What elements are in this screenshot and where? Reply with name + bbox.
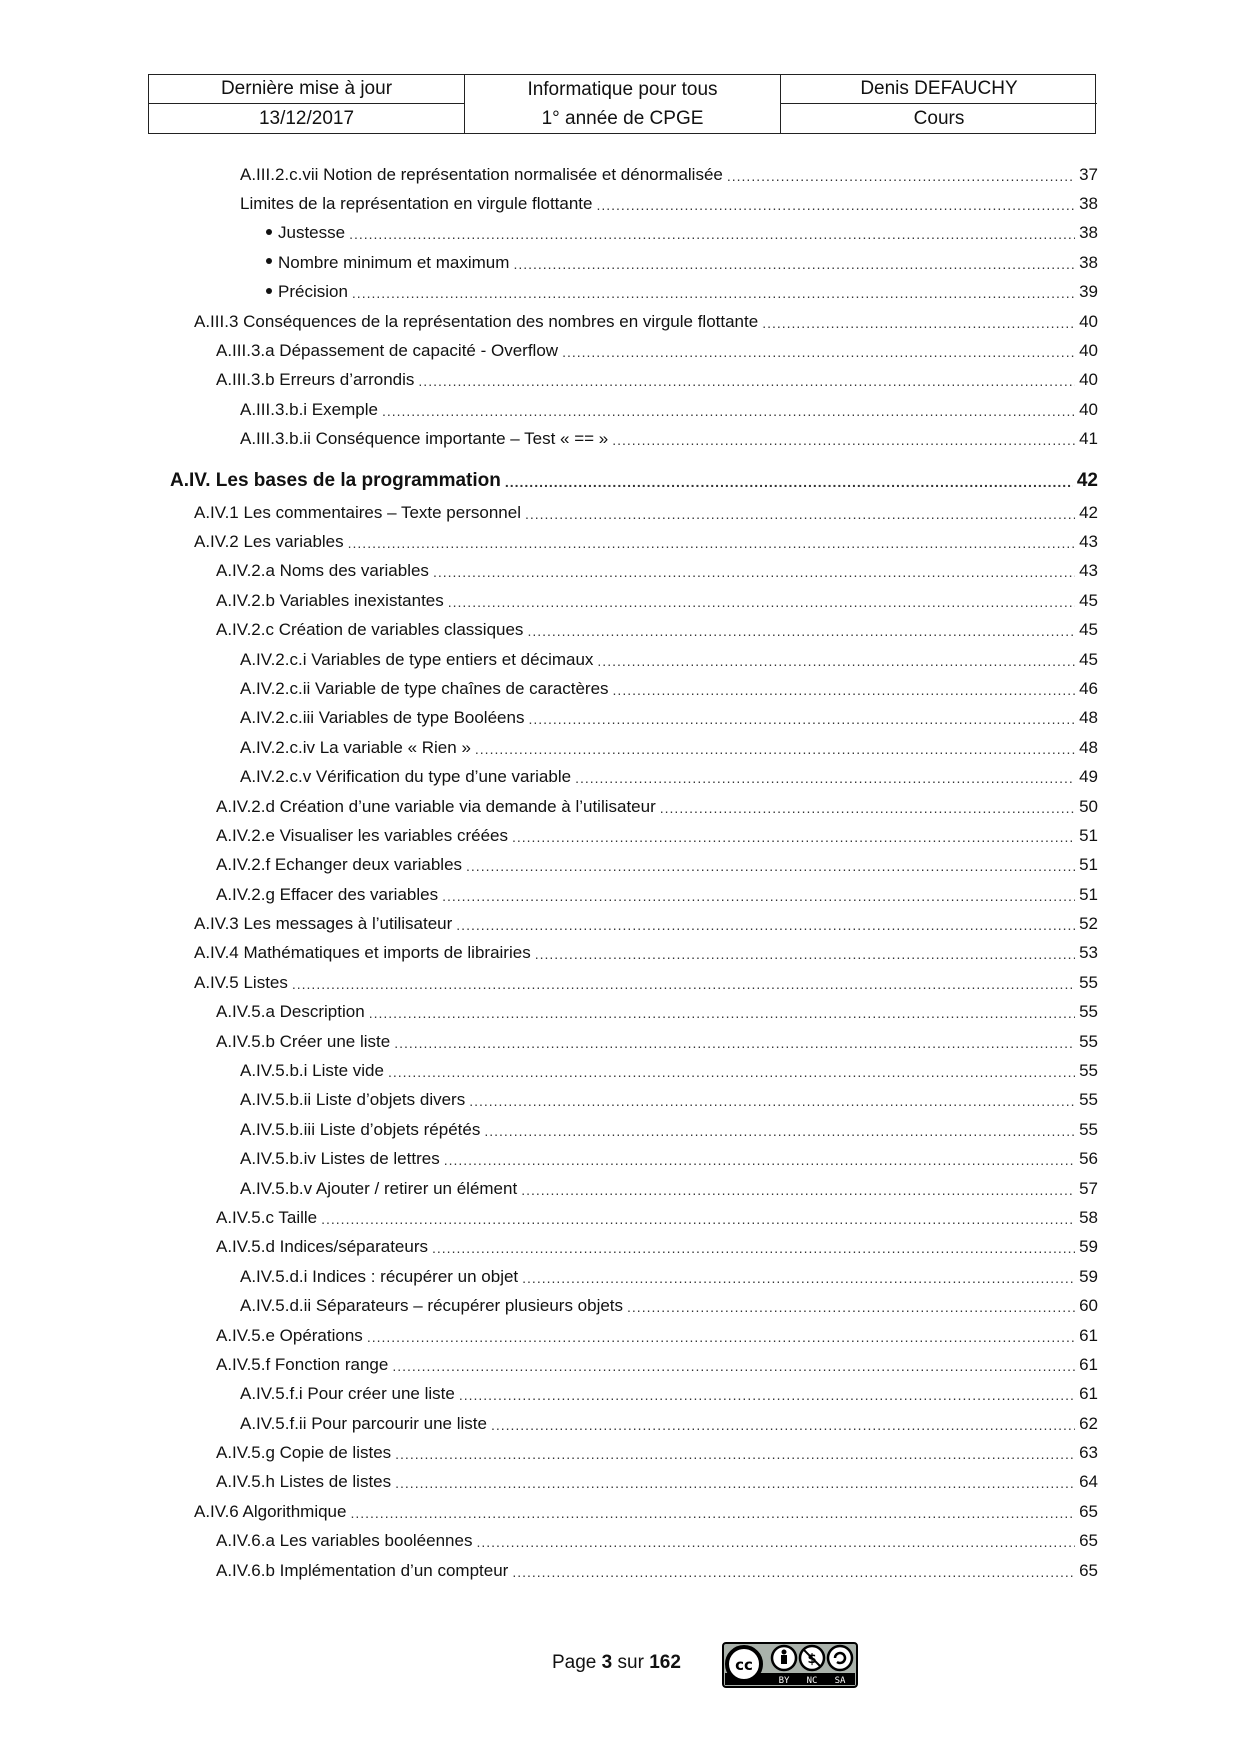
toc-entry-page: 62 [1075, 1414, 1098, 1434]
toc-entry-label [266, 282, 352, 302]
dot-leader [352, 285, 1075, 301]
nc-label: NC [806, 1676, 818, 1686]
dot-leader [350, 1505, 1075, 1521]
toc-entry-label [216, 1443, 395, 1463]
toc-entry-label [240, 429, 612, 449]
toc-entry-page: 64 [1075, 1472, 1098, 1492]
toc-entry-text: A.IV.5.f.i Pour créer une liste [240, 1384, 455, 1404]
toc-entry-page: 45 [1075, 650, 1098, 670]
toc-entry-text: A.IV.1 Les commentaires – Texte personnel [194, 502, 521, 522]
toc-entry-page: 53 [1075, 943, 1098, 963]
toc-entry-text: A.IV.2.c.iv La variable « Rien » [240, 737, 471, 757]
toc-entry[interactable] [170, 674, 1098, 703]
toc-entry-text: A.IV.5.d.ii Séparateurs – récupérer plusieurs objets [240, 1296, 624, 1316]
dot-leader [528, 711, 1075, 727]
toc-entry-text: A.IV.2.c.i Variables de type entiers et décimaux [240, 649, 594, 669]
toc-entry-text: A.III.3.b.i Exemple [240, 399, 378, 419]
toc-entry-label [216, 1002, 369, 1022]
toc-entry-text: A.IV.5.b.iv Listes de lettres [240, 1149, 440, 1169]
toc-entry[interactable] [170, 1115, 1098, 1144]
toc-entry-label [194, 503, 525, 523]
dot-leader [512, 1564, 1075, 1580]
toc-entry-page: 51 [1075, 885, 1098, 905]
toc-entry-text: A.III.3.b Erreurs d’arrondis [216, 370, 415, 390]
toc-entry[interactable] [170, 909, 1098, 938]
toc-entry-label [240, 1384, 459, 1404]
toc-entry-page: 45 [1075, 591, 1098, 611]
toc-entry[interactable] [170, 160, 1098, 189]
toc-entry[interactable] [170, 586, 1098, 615]
toc-entry[interactable] [170, 366, 1098, 395]
document-header [148, 74, 1096, 134]
toc-entry-label [194, 312, 762, 332]
sa-icon [828, 1646, 852, 1670]
toc-entry-label [216, 1326, 367, 1346]
toc-entry-text: A.IV.5.f.ii Pour parcourir une liste [240, 1413, 487, 1433]
dot-leader [762, 315, 1075, 331]
toc-entry-label [216, 620, 527, 640]
toc-entry[interactable] [170, 762, 1098, 791]
dot-leader [392, 1358, 1075, 1374]
toc-entry-label [216, 1237, 432, 1257]
toc-entry-page: 65 [1075, 1502, 1098, 1522]
toc-entry[interactable] [170, 307, 1098, 336]
toc-entry-text: A.IV.2.c.iii Variables de type Booléens [240, 708, 525, 728]
toc-entry[interactable] [170, 1321, 1098, 1350]
toc-entry-label [240, 650, 597, 670]
toc-entry-page: 60 [1075, 1296, 1098, 1316]
dot-leader [321, 1211, 1075, 1227]
toc-entry-text: A.IV.2.c.v Vérification du type d’une variable [240, 767, 572, 787]
page-number-info [552, 1652, 681, 1674]
toc-entry-label [240, 738, 475, 758]
bullet-icon [266, 258, 272, 264]
toc-entry-label [240, 165, 727, 185]
toc-entry[interactable] [170, 1438, 1098, 1467]
dot-leader [442, 888, 1075, 904]
toc-entry-page: 51 [1075, 826, 1098, 846]
dot-leader [527, 623, 1075, 639]
toc-entry-text: A.IV.2.a Noms des variables [216, 561, 429, 581]
page-word: Page [552, 1652, 597, 1673]
toc-entry-label [240, 1267, 522, 1287]
dot-leader [660, 800, 1075, 816]
toc-entry-page: 40 [1075, 400, 1098, 420]
dot-leader [466, 858, 1075, 874]
toc-entry-page: 55 [1075, 1002, 1098, 1022]
toc-entry[interactable] [170, 527, 1098, 556]
toc-entry-label [240, 1414, 491, 1434]
toc-entry-label [170, 470, 505, 492]
toc-entry[interactable] [170, 1291, 1098, 1320]
toc-entry-text: A.IV.2.c Création de variables classiques [216, 620, 524, 640]
toc-entry-page: 61 [1075, 1355, 1098, 1375]
toc-entry-label [240, 1149, 444, 1169]
toc-entry-text: A.III.2.c.vii Notion de représentation normalisée et dénormalisée [240, 164, 723, 184]
dot-leader [395, 1475, 1075, 1491]
toc-entry[interactable] [170, 851, 1098, 880]
dot-leader [505, 474, 1073, 490]
toc-entry-label [240, 767, 575, 787]
toc-entry-label [240, 708, 528, 728]
toc-entry-label [216, 1355, 392, 1375]
dot-leader [367, 1329, 1075, 1345]
sa-label: SA [834, 1676, 846, 1686]
toc-entry-label [216, 1531, 476, 1551]
toc-entry-page: 65 [1075, 1561, 1098, 1581]
toc-entry-page: 43 [1075, 561, 1098, 581]
toc-entry[interactable] [170, 1203, 1098, 1232]
toc-entry-text: A.IV.2.f Echanger deux variables [216, 855, 463, 875]
toc-entry[interactable] [170, 189, 1098, 218]
dot-leader [369, 1005, 1075, 1021]
toc-entry-page: 43 [1075, 532, 1098, 552]
of-word: sur [617, 1652, 644, 1673]
toc-entry-page: 39 [1075, 282, 1098, 302]
header-update-date: 13/12/2017 [149, 104, 465, 133]
toc-entry-text: Nombre minimum et maximum [278, 252, 510, 272]
dot-leader [612, 432, 1075, 448]
toc-entry[interactable] [170, 704, 1098, 733]
toc-entry-text: A.IV.2.b Variables inexistantes [216, 590, 444, 610]
header-course-title: Informatique pour tous [465, 75, 781, 104]
toc-entry-page: 61 [1075, 1384, 1098, 1404]
dot-leader [521, 1182, 1075, 1198]
toc-entry-text: A.IV.5.d.i Indices : récupérer un objet [240, 1266, 519, 1286]
toc-entry[interactable] [170, 1086, 1098, 1115]
toc-entry-label [194, 1502, 350, 1522]
dot-leader [395, 1446, 1075, 1462]
toc-entry-label [240, 1090, 469, 1110]
toc-entry[interactable] [170, 821, 1098, 850]
toc-entry-text: A.IV.5.b Créer une liste [216, 1031, 391, 1051]
toc-entry-page: 59 [1075, 1267, 1098, 1287]
dot-leader [575, 770, 1075, 786]
toc-entry[interactable] [170, 1409, 1098, 1438]
toc-entry-text: Justesse [278, 223, 346, 243]
header-course-level: 1° année de CPGE [465, 104, 781, 133]
toc-entry-page: 55 [1075, 973, 1098, 993]
toc-entry-page: 48 [1075, 708, 1098, 728]
toc-entry[interactable] [170, 733, 1098, 762]
toc-entry[interactable] [170, 1262, 1098, 1291]
toc-entry-text: Limites de la représentation en virgule flottante [240, 194, 593, 214]
dot-leader [727, 168, 1075, 184]
dot-leader [491, 1417, 1075, 1433]
toc-entry-page: 37 [1075, 165, 1098, 185]
toc-entry-text: A.III.3.b.ii Conséquence importante – Test « == » [240, 429, 609, 449]
dot-leader [484, 1123, 1075, 1139]
toc-entry-page: 41 [1075, 429, 1098, 449]
dot-leader [432, 1240, 1075, 1256]
toc-entry-text: A.IV.2 Les variables [194, 531, 344, 551]
toc-entry[interactable] [170, 1233, 1098, 1262]
toc-entry[interactable] [170, 792, 1098, 821]
dot-leader [562, 344, 1075, 360]
toc-entry-page: 59 [1075, 1237, 1098, 1257]
dot-leader [456, 917, 1075, 933]
dot-leader [597, 653, 1075, 669]
toc-entry-text: A.IV.5.e Opérations [216, 1325, 363, 1345]
toc-entry-label [240, 1120, 484, 1140]
dot-leader [433, 564, 1075, 580]
toc-entry-page: 52 [1075, 914, 1098, 934]
toc-entry-text: A.IV.5.d Indices/séparateurs [216, 1237, 429, 1257]
toc-entry[interactable] [170, 645, 1098, 674]
toc-entry-text: A.IV.2.c.ii Variable de type chaînes de caractères [240, 678, 609, 698]
toc-entry-page: 55 [1075, 1120, 1098, 1140]
toc-entry-page: 45 [1075, 620, 1098, 640]
header-doc-type: Cours [913, 107, 965, 129]
toc-entry[interactable] [170, 425, 1098, 454]
toc-entry-label [240, 1179, 521, 1199]
toc-entry-page: 38 [1075, 253, 1098, 273]
toc-entry[interactable] [170, 464, 1098, 498]
toc-entry-label [194, 914, 456, 934]
svg-text:$: $ [807, 1652, 817, 1667]
dot-leader [613, 682, 1076, 698]
dot-leader [512, 829, 1075, 845]
toc-entry-text: A.IV.6.a Les variables booléennes [216, 1531, 473, 1551]
toc-entry-label [240, 1061, 388, 1081]
dot-leader [469, 1093, 1075, 1109]
toc-entry-label [194, 973, 292, 993]
toc-entry[interactable] [170, 395, 1098, 424]
toc-entry-label [216, 1561, 512, 1581]
toc-entry-label [194, 943, 535, 963]
toc-entry-page: 38 [1075, 223, 1098, 243]
toc-entry[interactable] [170, 939, 1098, 968]
toc-entry-label [216, 885, 442, 905]
toc-entry-page: 42 [1075, 503, 1098, 523]
toc-entry[interactable] [170, 615, 1098, 644]
toc-entry-text: A.III.3.a Dépassement de capacité - Overflow [216, 341, 559, 361]
toc-entry-text: A.IV.4 Mathématiques et imports de librairies [194, 943, 531, 963]
toc-entry-page: 58 [1075, 1208, 1098, 1228]
toc-entry[interactable] [170, 1056, 1098, 1085]
toc-entry-label [216, 826, 512, 846]
toc-entry-page: 56 [1075, 1149, 1098, 1169]
dot-leader [627, 1299, 1075, 1315]
toc-entry-page: 46 [1075, 679, 1098, 699]
toc-entry-page: 51 [1075, 855, 1098, 875]
dot-leader [444, 1152, 1075, 1168]
toc-entry-label [216, 591, 448, 611]
dot-leader [348, 535, 1075, 551]
toc-entry-page: 40 [1075, 341, 1098, 361]
toc-entry[interactable] [170, 498, 1098, 527]
toc-entry-label [216, 1208, 321, 1228]
dot-leader [475, 741, 1075, 757]
toc-entry-label [194, 532, 348, 552]
toc-entry[interactable] [170, 336, 1098, 365]
toc-entry[interactable] [170, 968, 1098, 997]
dot-leader [525, 506, 1075, 522]
cc-by-nc-sa-icon [722, 1642, 858, 1688]
toc-entry-text: A.IV.5.b.iii Liste d’objets répétés [240, 1119, 481, 1139]
page-footer [0, 1640, 1240, 1690]
toc-entry-label [216, 855, 466, 875]
toc-entry-label [216, 1032, 394, 1052]
toc-entry-page: 40 [1075, 370, 1098, 390]
toc-entry-text: A.IV.5.f Fonction range [216, 1354, 389, 1374]
toc-entry-text: A.IV.5 Listes [194, 972, 288, 992]
dot-leader [292, 976, 1075, 992]
toc-entry-page: 57 [1075, 1179, 1098, 1199]
toc-entry-text: A.IV. Les bases de la programmation [170, 469, 501, 491]
toc-entry[interactable] [170, 1145, 1098, 1174]
toc-entry-page: 61 [1075, 1326, 1098, 1346]
toc-entry-page: 55 [1075, 1061, 1098, 1081]
toc-entry-label [240, 1296, 627, 1316]
bullet-icon [266, 229, 272, 235]
toc-entry-label [240, 194, 596, 214]
toc-entry[interactable] [170, 1497, 1098, 1526]
toc-entry-label [216, 1472, 395, 1492]
dot-leader [394, 1035, 1075, 1051]
toc-entry[interactable] [170, 1468, 1098, 1497]
dot-leader [522, 1270, 1075, 1286]
toc-entry[interactable] [170, 278, 1098, 307]
toc-entry[interactable] [170, 1556, 1098, 1585]
toc-entry-label [266, 223, 349, 243]
toc-entry-text: A.IV.5.b.i Liste vide [240, 1061, 384, 1081]
toc-entry[interactable] [170, 1527, 1098, 1556]
dot-leader [476, 1534, 1075, 1550]
toc-entry-label [240, 679, 613, 699]
toc-entry[interactable] [170, 1027, 1098, 1056]
toc-entry-label [216, 341, 562, 361]
dot-leader [596, 197, 1075, 213]
toc-entry-text: A.IV.3 Les messages à l’utilisateur [194, 914, 453, 934]
dot-leader [513, 256, 1075, 272]
toc-entry-text: A.IV.5.g Copie de listes [216, 1443, 392, 1463]
dot-leader [388, 1064, 1075, 1080]
toc-entry-text: A.IV.6.b Implémentation d’un compteur [216, 1560, 509, 1580]
dot-leader [382, 403, 1075, 419]
toc-entry-page: 42 [1073, 470, 1098, 492]
toc-entry[interactable] [170, 880, 1098, 909]
toc-entry-page: 65 [1075, 1531, 1098, 1551]
toc-entry-page: 63 [1075, 1443, 1098, 1463]
toc-entry-text: A.IV.5.c Taille [216, 1207, 318, 1227]
total-pages: 162 [649, 1652, 681, 1673]
toc-entry-page: 49 [1075, 767, 1098, 787]
dot-leader [349, 226, 1075, 242]
toc-entry-text: A.IV.5.a Description [216, 1002, 365, 1022]
toc-entry[interactable] [170, 219, 1098, 248]
toc-entry-page: 38 [1075, 194, 1098, 214]
toc-entry-page: 50 [1075, 797, 1098, 817]
header-last-update-label: Dernière mise à jour [149, 75, 465, 104]
toc-entry[interactable] [170, 557, 1098, 586]
toc-entry-label [216, 561, 433, 581]
toc-entry-text: A.IV.2.e Visualiser les variables créées [216, 825, 508, 845]
toc-entry-label [216, 797, 660, 817]
toc-entry-label [266, 253, 513, 273]
header-author: Denis DEFAUCHY [781, 75, 1097, 104]
toc-entry-text: A.IV.5.b.ii Liste d’objets divers [240, 1090, 466, 1110]
dot-leader [535, 946, 1075, 962]
toc-entry-text: A.IV.2.d Création d’une variable via demande à l’utilisateur [216, 796, 656, 816]
dot-leader [459, 1387, 1075, 1403]
toc-entry[interactable] [170, 1174, 1098, 1203]
toc-entry-text: A.IV.5.b.v Ajouter / retirer un élément [240, 1178, 518, 1198]
toc-entry[interactable] [170, 998, 1098, 1027]
toc-entry-text: A.IV.6 Algorithmique [194, 1501, 347, 1521]
table-of-contents [170, 160, 1098, 1585]
toc-entry[interactable] [170, 1380, 1098, 1409]
toc-entry-page: 55 [1075, 1090, 1098, 1110]
toc-entry-label [216, 370, 418, 390]
toc-entry[interactable] [170, 248, 1098, 277]
cc-text: cc [735, 1656, 753, 1674]
toc-entry-label [240, 400, 382, 420]
toc-entry-text: Précision [278, 282, 348, 302]
toc-entry-text: A.IV.5.h Listes de listes [216, 1472, 392, 1492]
toc-entry[interactable] [170, 1350, 1098, 1379]
toc-entry-page: 55 [1075, 1032, 1098, 1052]
toc-entry-text: A.III.3 Conséquences de la représentation des nombres en virgule flottante [194, 311, 759, 331]
toc-entry-page: 40 [1075, 312, 1098, 332]
current-page-number: 3 [601, 1652, 613, 1673]
bullet-icon [266, 288, 272, 294]
dot-leader [418, 373, 1075, 389]
by-label: BY [778, 1676, 790, 1686]
toc-entry-text: A.IV.2.g Effacer des variables [216, 884, 439, 904]
toc-entry-page: 48 [1075, 738, 1098, 758]
dot-leader [448, 594, 1075, 610]
